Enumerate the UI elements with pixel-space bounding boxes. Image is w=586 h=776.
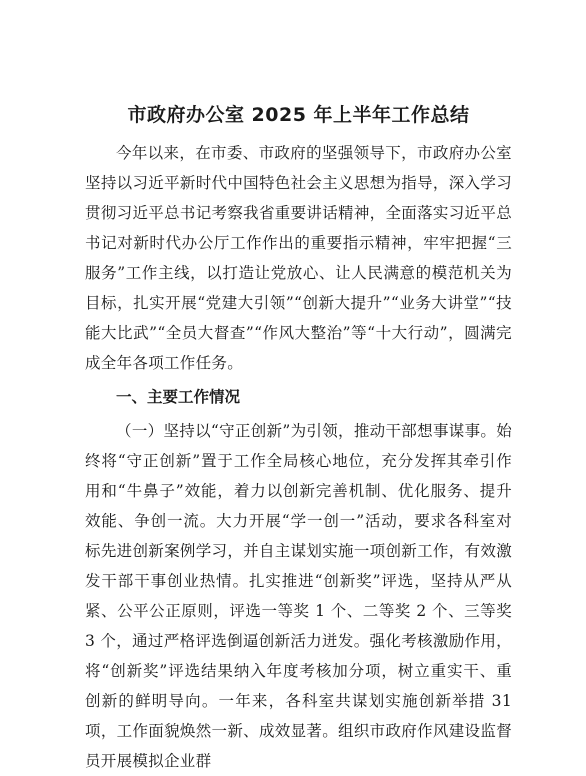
section-heading: 一、主要工作情况 (116, 388, 241, 406)
document-title: 市政府办公室 2025 年上半年工作总结 (127, 104, 470, 126)
section-paragraph: （一）坚持以“守正创新”为引领，推动干部想事谋事。始终将“守正创新”置于工作全局核心地位，充分发挥其牵引作用和“牛鼻子”效能，着力以创新完善机制、优化服务、提升效能、争创一流。大力开展“学一创一”活动，要求各科室对标先进创新案例学习，并自主谋划实施一项创新工作，有效激发干部干事创业热情。扎实推进“创新奖”评选，坚持从严从紧、公平公正原则，评选一等奖 1 个、二等奖 2 个、三等奖 3 个，通过严格评选倒逼创新活力迸发。强化考核激励作用，将“创新奖”评选结果纳入年度考核加分项，树立重实干、重创新的鲜明导向。一年来，各科室共谋划实施创新举措 31 项，工作面貌焕然一新、成效显著。组织市政府作风建设监督员开展模拟企业群 (85, 422, 512, 770)
intro-paragraph: 今年以来，在市委、市政府的坚强领导下，市政府办公室坚持以习近平新时代中国特色社会主义思想为指导，深入学习贯彻习近平总书记考察我省重要讲话精神，全面落实习近平总书记对新时代办公厅工作作出的重要指示精神，牢牢把握“三服务”工作主线，以打造让党放心、让人民满意的模范机关为目标，扎实开展“党建大引领”“创新大提升”“业务大讲堂”“技能大比武”“全员大督查”“作风大整治”等“十大行动”，圆满完成全年各项工作任务。 (85, 144, 512, 372)
